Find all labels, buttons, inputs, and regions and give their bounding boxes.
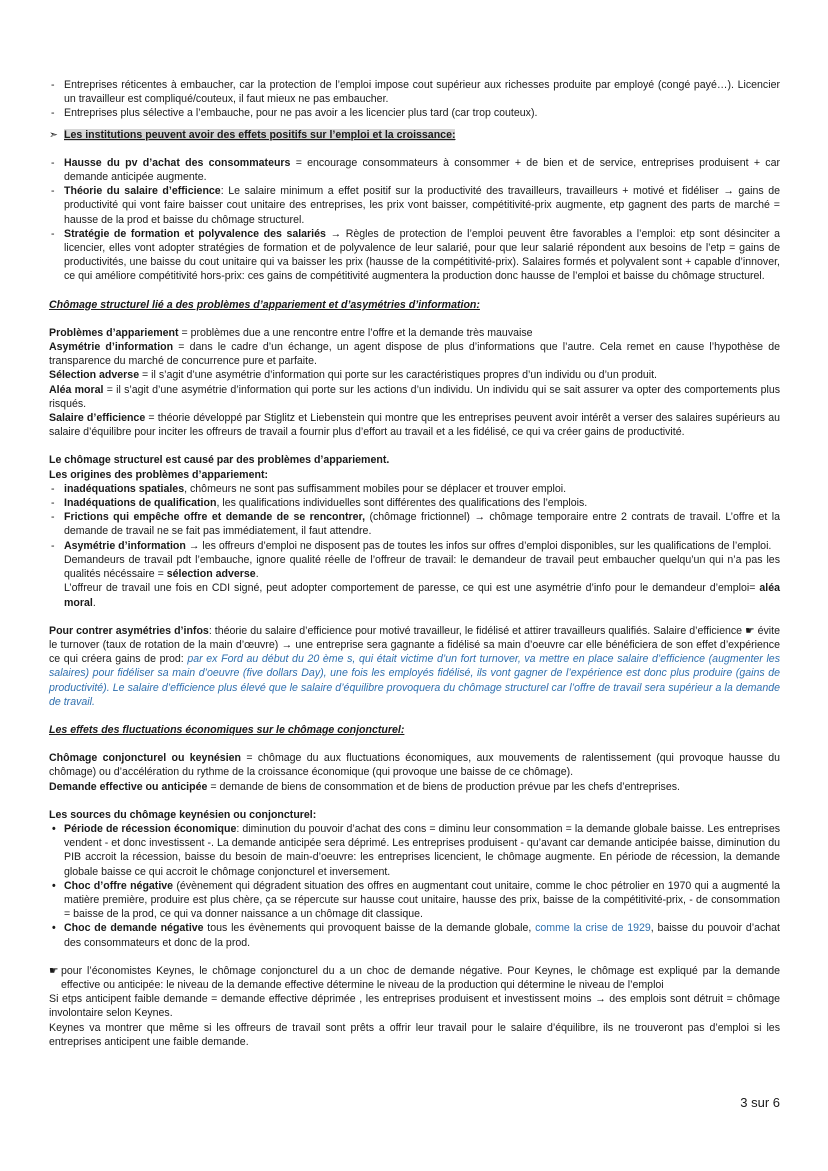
paragraph: Keynes va montrer que même si les offreurs de travail sont prêts a offrir leur travail pour le salaire d’équilibre, ils ne trouveront pas d’emploi si les entreprises anticipent une faible demande. <box>49 1021 780 1048</box>
dash-marker: - <box>51 107 55 120</box>
definition-paragraph: Aléa moral = il s’agit d’une asymétrie d’information qui porte sur les actions d’un individu. Un individu qui se sait assurer va opter des comportements plus risqués. <box>49 383 781 410</box>
definition-paragraph: Asymétrie d’information = dans le cadre d’un échange, un agent dispose de plus d’informations que l’autre. Cela remet en cause l’hypothèse de transparence du marché de concurrence pure et parfaite. <box>49 341 780 368</box>
definition-paragraph: Problèmes d’appariement = problèmes due a une rencontre entre l’offre et la demande très mauvaise <box>49 326 533 339</box>
paragraph-contrer: Pour contrer asymétries d’infos: théorie du salaire d’efficience pour motivé travailleur, le fidélisé et attirer travailleurs qualifiés. Salaire d’efficience ☛ évite le turnover (taux de rotation de la main d’œuvre) → une entreprise sera gagnante a fidélisé sa main d’oeuvre car elle bénéficiera de son effet d’expérience ce qui créera gains de prod: par ex Ford au début du 20 ème s, qui était victime d’un fort turnover, va mettre en place salaire d’efficience (augmenter les salaires) pour fidéliser sa main d’oeuvre (five dollars Day), une fois les employés fidélisé, ils vont gagner de l’expérience est donc plus produire (gains de productivité). Le salaire d’efficience plus élevé que le salaire d’équilibre provoquera du chômage structurel car l’offre de travail sera supérieur a la demande de travail. <box>49 624 780 708</box>
example-text: comme la crise de 1929 <box>535 922 651 935</box>
paragraph: Entreprises plus sélective a l’embauche, pour ne pas avoir a les licencier plus tard (car trop couteux). <box>64 107 538 120</box>
definition-paragraph: Chômage conjoncturel ou keynésien = chômage du aux fluctuations économiques, aux mouvements de ralentissement (qui provoque hausse du chômage) ou d’accélération du rythme de la croissance économique (qui provoque une baisse de ce chômage). <box>49 752 780 779</box>
list-item <box>49 156 780 184</box>
bold-statement: Le chômage structurel est causé par des problèmes d’appariement. <box>49 454 390 467</box>
dash-marker: - <box>51 185 55 198</box>
list-item: • Période de récession économique: diminution du pouvoir d’achat des cons = diminu leur consommation = la demande globale baisse. Les entreprises vendent - et donc investissent -. La demande anticipée sera déprimé. Les entreprises produisent - qu’avant car demande anticipée baisse, diminution du PIB accroit la récession, baisse du besoin de main-d’oeuvre: les entreprises licencient, le chômage augmente. En période de récession, la demande globale baisse ce qui accroit le chômage conjoncturel et inversement. <box>52 822 781 878</box>
dash-marker: - <box>51 511 55 524</box>
dash-marker: - <box>51 227 55 240</box>
example-text: par ex Ford au début du 20 ème s, qui était victime d’un fort turnover, va mettre en place salaire d’efficience (augmenter les salaires) pour fidéliser sa main d’oeuvre (five dollars Day), une fois les employés fidélisé, ils vont gagner de l’expérience est donc plus produire (gains de productivité). Le salaire d’efficience plus élevé que le salaire d’équilibre provoquera du chômage structurel car l’offre de travail sera supérieur a la demande de travail. <box>49 653 780 708</box>
definition: → Règles de protection de l’emploi peuvent être favorables a l’emploi: etp sont désinciter a licencier, elles vont adopter stratégies de formation et de polyvalence de leur salarié, pour que leur salarié répondent aux besoins de l’etp = gains de productivités, une baisse du cout unitaire qui va baisser les prix (hausse de la compétitivité-prix). Salaires formés et polyvalent sont + capable d’innover, ce qui améliore compétitivité hors-prix: ces gains de compétitivité augmentera la production donc hausse de l’emploi et baisse du chômage structurel. <box>64 227 780 283</box>
definition-paragraph: Sélection adverse = il s’agit d’une asymétrie d’information qui porte sur les caractéristiques propres d’un individu ou d’un produit. <box>49 369 657 382</box>
paragraph: Si etps anticipent faible demande = demande effective déprimée , les entreprises produisent et investissent moins → des emplois sont détruit = chômage involontaire selon Keynes. <box>49 993 780 1020</box>
term: Théorie du salaire d’efficience <box>64 185 221 198</box>
page-content <box>49 78 780 1049</box>
term: Hausse du pv d’achat des consommateurs <box>64 156 291 169</box>
bullet-marker: • <box>52 922 56 935</box>
definition: = encourage consommateurs à consommer + de bien et de service, entreprises produisent + car demande anticipée augmente. <box>64 156 781 184</box>
highlighted-heading: Les institutions peuvent avoir des effets positifs sur l’emploi et la croissance: <box>64 128 456 141</box>
bullet-marker: • <box>52 822 56 835</box>
section-heading-institutions <box>49 128 780 142</box>
pointing-hand-icon: ☛ <box>49 964 59 977</box>
arrow-icon: ➣ <box>49 128 58 141</box>
list-item: - Asymétrie d’information → les offreurs d’emploi ne disposent pas de toutes les infos sur offres d’emploi disponibles, sur les qualifications de l’emploi. <box>51 539 772 552</box>
list-item: - Frictions qui empêche offre et demande de se rencontrer, (chômage frictionnel) → chômage temporaire entre 2 contrats de travail. L’offre et la demande de travail ne se fait pas immédiatement, il faut attendre. <box>51 511 780 538</box>
list-item: • Choc d’offre négative (évènement qui dégradent situation des offres en augmentant cout unitaire, comme le choc pétrolier en 1970 qui a augmenté la matière première, produire est plus chère, ça se répercute sur hausse cout unitaire, hausse des prix, baisse de la compétitivité-prix, - de consommation = baisse de la prod, ce qui va donner naissance a un chômage dit classique. <box>52 879 780 921</box>
section-heading-chomage-structurel: Chômage structurel lié a des problèmes d’appariement et d’asymétries d’information: <box>49 298 480 311</box>
list-item <box>49 184 780 227</box>
list-item: - inadéquations spatiales, chômeurs ne sont pas suffisamment mobiles pour se déplacer et trouver emploi. <box>51 482 567 495</box>
dash-marker: - <box>51 79 55 91</box>
definition-paragraph: Demande effective ou anticipée = demande de biens de consommation et de biens de production prévue par les chefs d’entreprises. <box>49 780 680 793</box>
paragraph: Entreprises réticentes à embaucher, car la protection de l’emploi impose cout supérieur aux richesses produite par employé (congé payé…). Licencier un travailleur est compliqué/couteux, il faut mieux ne pas embaucher. <box>64 79 780 106</box>
list-item <box>49 106 780 120</box>
dash-marker: - <box>51 539 55 552</box>
list-item <box>49 227 780 284</box>
dash-marker: - <box>51 156 55 169</box>
page-number: 3 sur 6 <box>740 1095 780 1110</box>
section-heading-fluctuations: Les effets des fluctuations économiques sur le chômage conjoncturel: <box>49 723 405 736</box>
dash-marker: - <box>51 482 55 495</box>
indented-paragraph: Demandeurs de travail pdt l’embauche, ignore qualité réelle de l’offreur de travail: le demandeur de travail peut embaucher quelqu’un qui n’a pas les qualités nécéssaire = sélection adverse. L’offreur de travail une fois en CDI signé, peut adopter comportement de paresse, ce qui est une asymétrie d’info pour le demandeur d’emploi= aléa moral. <box>64 553 780 609</box>
definition-paragraph: Salaire d’efficience = théorie développé par Stiglitz et Liebenstein qui montre que les entreprises peuvent avoir intérêt a verser des salaires supérieurs au salaire d’équilibre pour inciter les offreurs de travail a fournir plus d’effort au travail et a les fidélisé, ce qui va créer gains de productivité. <box>49 412 780 439</box>
bullet-marker: • <box>52 879 56 892</box>
keynes-paragraph: ☛ pour l’économistes Keynes, le chômage conjoncturel du a un choc de demande négative. Pour Keynes, le chômage est expliqué par la demande effective ou anticipée: le niveau de la demande effective détermine le niveau de la production qui détermine le niveau de l’emploi <box>49 964 780 991</box>
term: Stratégie de formation et polyvalence des salariés <box>64 227 326 240</box>
subheading: Les origines des problèmes d’appariement: <box>49 468 268 481</box>
dash-marker: - <box>51 497 55 510</box>
list-item: • Choc de demande négative tous les évènements qui provoquent baisse de la demande globale, comme la crise de 1929, baisse du pouvoir d’achat des consommateurs et donc de la prod. <box>52 922 780 949</box>
definition: : Le salaire minimum a effet positif sur la productivité des travailleurs, travailleurs + motivé et fidéliser → gains de productivité qui vont faire baisser cout unitaire des entreprises, les prix vont baisser, compétitivité-prix augmente, etp gagnent des parts de marché = hausse de la prod et baisse du chômage structurel. <box>64 185 781 226</box>
subheading: Les sources du chômage keynésien ou conjoncturel: <box>49 808 317 821</box>
list-item <box>49 78 780 106</box>
list-item: - Inadéquations de qualification, les qualifications individuelles sont différentes des qualifications des l’emplois. <box>51 497 588 510</box>
